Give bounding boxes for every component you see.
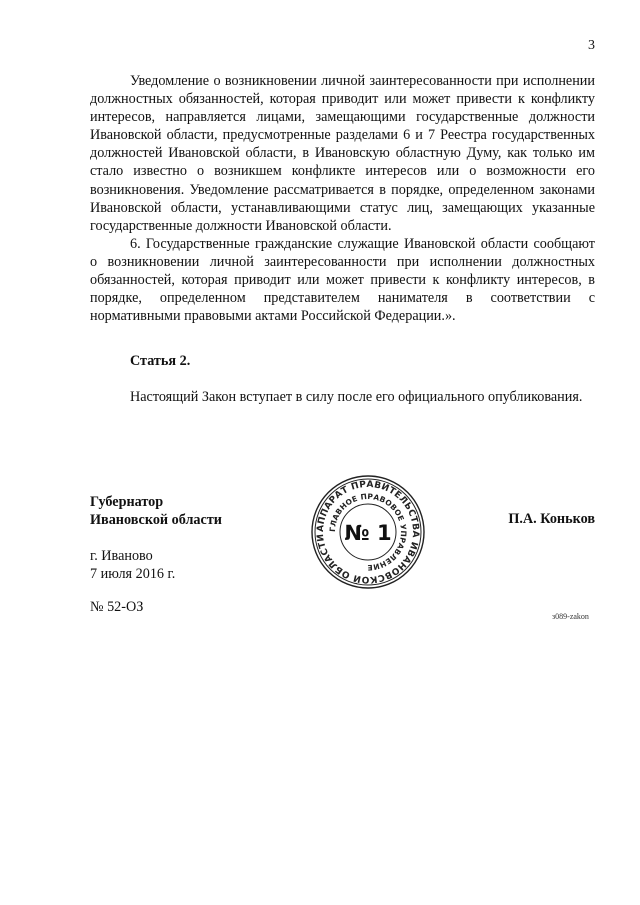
governor-name: П.А. Коньков — [508, 511, 595, 527]
seal-center-text: № 1 — [344, 521, 392, 545]
paragraph-notification: Уведомление о возникновении личной заинтересованности при исполнении должностных обязанностей, которая приводит или может привести к конфликту интересов, направляется лицами, замещающими государственные должности Ивановской области, предусмотренные разделами 6 и 7 Реестра государственных должностей Ивановской области, в Ивановскую областную Думу, как только им стало известно о возникшем конфликте интересов или о возможности его возникновения. Уведомление рассматривается в порядке, определенном законами Ивановской области, устанавливающими статус лиц, замещающих указанные государственные должности Ивановской области. — [90, 73, 595, 234]
governor-title — [90, 493, 222, 529]
paragraph-item-6: 6. Государственные гражданские служащие Ивановской области сообщают о возникновении личной заинтересованности при исполнении должностных обязанностей, которая приводит или может привести к конфликту интересов, в порядке, определенном представителем нанимателя в соответствии с нормативными правовыми актами Российской Федерации.». — [90, 235, 595, 325]
official-seal — [310, 474, 426, 590]
seal-inner-text: ГЛАВНОЕ ПРАВОВОЕ УПРАВЛЕНИЕ — [327, 491, 409, 573]
law-number: № 52-ОЗ — [90, 599, 144, 615]
governor-title-line1: Губернатор — [90, 494, 164, 510]
governor-title-line2: Ивановской области — [90, 512, 222, 529]
document-code: з089-zakon — [552, 612, 589, 621]
article-2-text: Настоящий Закон вступает в силу после его официального опубликования. — [130, 389, 583, 405]
seal-outer-text: АППАРАТ ПРАВИТЕЛЬСТВА ИВАНОВСКОЙ ОБЛАСТИ — [315, 479, 421, 585]
place: г. Иваново — [90, 548, 153, 564]
article-2-heading: Статья 2. — [130, 353, 191, 369]
page-number: 3 — [588, 38, 595, 53]
body-text — [90, 72, 595, 325]
place-date — [90, 547, 175, 583]
date: 7 июля 2016 г. — [90, 566, 176, 583]
